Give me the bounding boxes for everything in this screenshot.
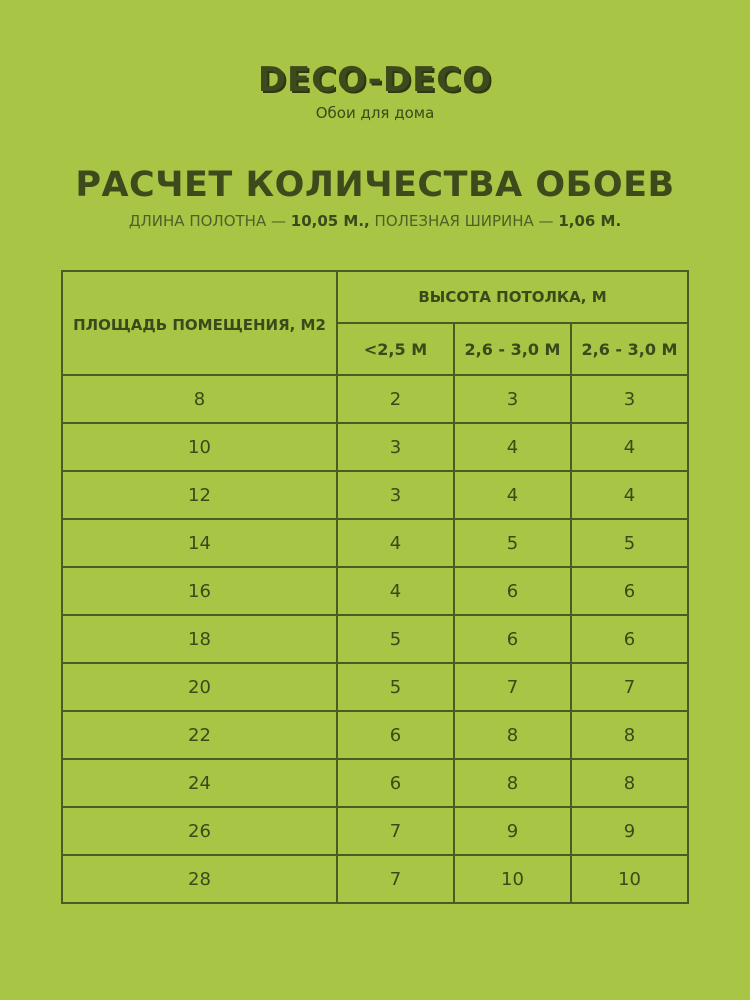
table-header-row — [62, 271, 688, 323]
table-row — [62, 807, 688, 855]
rolls-cell: 7 — [571, 663, 688, 711]
rolls-cell: 10 — [454, 855, 571, 903]
rolls-cell: 6 — [571, 567, 688, 615]
rolls-cell: 8 — [454, 759, 571, 807]
table-row — [62, 711, 688, 759]
table-row — [62, 423, 688, 471]
table-row — [62, 519, 688, 567]
rolls-cell: 4 — [337, 519, 454, 567]
table-row — [62, 855, 688, 903]
brand-tagline: Обои для дома — [315, 104, 435, 122]
rolls-cell: 3 — [337, 471, 454, 519]
table-row — [62, 759, 688, 807]
rolls-cell: 8 — [571, 711, 688, 759]
page-title: РАСЧЕТ КОЛИЧЕСТВА ОБОЕВ — [75, 165, 675, 205]
rolls-cell: 7 — [337, 807, 454, 855]
area-cell: 10 — [62, 423, 337, 471]
rolls-cell: 5 — [454, 519, 571, 567]
table-row — [62, 375, 688, 423]
rolls-cell: 6 — [571, 615, 688, 663]
area-cell: 12 — [62, 471, 337, 519]
area-cell: 14 — [62, 519, 337, 567]
rolls-cell: 5 — [337, 663, 454, 711]
area-cell: 16 — [62, 567, 337, 615]
height-column-header: ВЫСОТА ПОТОЛКА, М — [337, 271, 688, 323]
area-cell: 26 — [62, 807, 337, 855]
subtitle-length-label: ДЛИНА ПОЛОТНА — — [128, 212, 291, 230]
area-column-header: ПЛОЩАДЬ ПОМЕЩЕНИЯ, М2 — [62, 271, 337, 375]
subtitle-width-value: 1,06 М. — [558, 212, 622, 230]
rolls-cell: 7 — [337, 855, 454, 903]
rolls-cell: 5 — [337, 615, 454, 663]
rolls-cell: 4 — [454, 471, 571, 519]
area-cell: 8 — [62, 375, 337, 423]
table-body — [62, 375, 688, 903]
rolls-cell: 8 — [571, 759, 688, 807]
rolls-cell: 9 — [454, 807, 571, 855]
table-row — [62, 471, 688, 519]
area-cell: 20 — [62, 663, 337, 711]
table-row — [62, 615, 688, 663]
rolls-cell: 4 — [337, 567, 454, 615]
rolls-cell: 6 — [454, 567, 571, 615]
rolls-cell: 10 — [571, 855, 688, 903]
subtitle-width-label: ПОЛЕЗНАЯ ШИРИНА — — [369, 212, 559, 230]
rolls-cell: 3 — [571, 375, 688, 423]
table-row — [62, 663, 688, 711]
area-cell: 28 — [62, 855, 337, 903]
height-column-1: <2,5 М — [337, 323, 454, 375]
rolls-cell: 2 — [337, 375, 454, 423]
rolls-cell: 7 — [454, 663, 571, 711]
rolls-cell: 4 — [454, 423, 571, 471]
brand-header — [0, 60, 750, 122]
wallpaper-table-wrapper — [61, 270, 687, 904]
brand-logo: DECO-DECO — [257, 60, 493, 100]
height-column-3: 2,6 - 3,0 М — [571, 323, 688, 375]
area-cell: 24 — [62, 759, 337, 807]
area-cell: 18 — [62, 615, 337, 663]
rolls-cell: 6 — [454, 615, 571, 663]
rolls-cell: 5 — [571, 519, 688, 567]
rolls-cell: 4 — [571, 471, 688, 519]
rolls-cell: 8 — [454, 711, 571, 759]
rolls-cell: 4 — [571, 423, 688, 471]
area-cell: 22 — [62, 711, 337, 759]
rolls-cell: 3 — [337, 423, 454, 471]
height-column-2: 2,6 - 3,0 М — [454, 323, 571, 375]
table-row — [62, 567, 688, 615]
rolls-cell: 6 — [337, 759, 454, 807]
rolls-cell: 3 — [454, 375, 571, 423]
wallpaper-table — [61, 270, 689, 904]
rolls-cell: 6 — [337, 711, 454, 759]
subtitle-length-value: 10,05 М., — [290, 212, 370, 230]
page-subtitle — [0, 212, 750, 230]
rolls-cell: 9 — [571, 807, 688, 855]
